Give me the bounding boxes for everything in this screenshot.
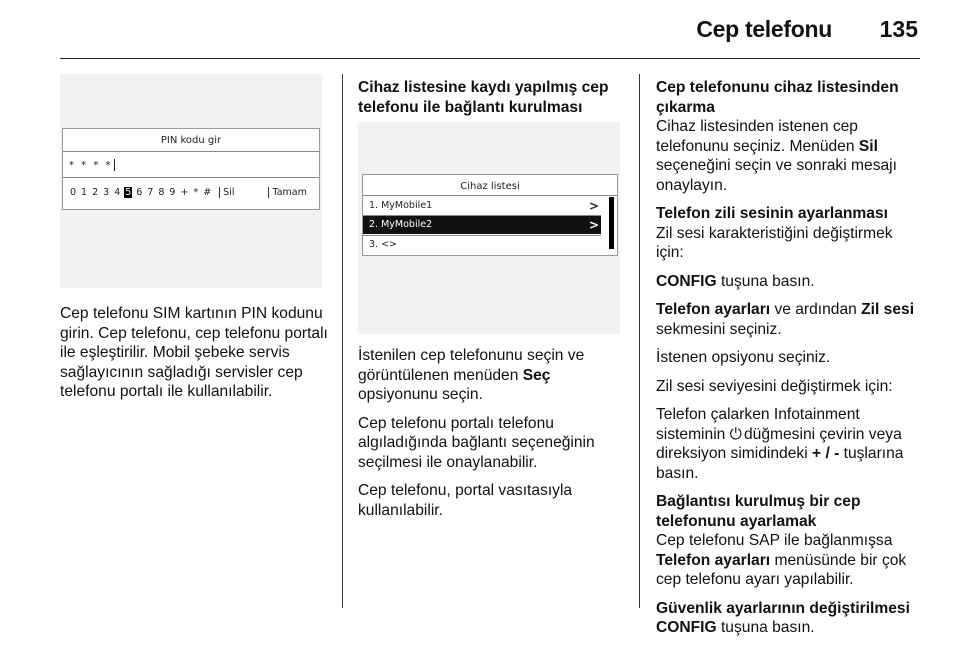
menu-option-telefon-ayarlari: Telefon ayarları	[656, 551, 771, 569]
select-phone-paragraph	[358, 346, 624, 405]
page-header	[0, 0, 960, 60]
column-2-text	[358, 346, 624, 529]
keypad-key[interactable]: 8	[158, 187, 165, 198]
pin-entry-display	[62, 128, 320, 210]
text-run: Cihaz listesinden istenen cep telefonunu seçiniz. Menüden	[656, 118, 859, 155]
section-body	[656, 618, 920, 638]
keypad-key[interactable]: 1	[81, 187, 88, 198]
column-2-heading-block	[358, 78, 620, 117]
text-run: ve ardından	[770, 301, 862, 318]
text-run: Telefon çalarken Infotainment sisteminin	[656, 406, 860, 443]
select-option-step: İstenen opsiyonu seçiniz.	[656, 349, 831, 366]
keypad-key[interactable]: 0	[70, 187, 77, 198]
device-list-item-selected[interactable]	[363, 216, 601, 234]
pin-keypad	[69, 187, 311, 198]
keypad-key[interactable]: 2	[92, 187, 99, 198]
column-divider-2	[639, 74, 640, 608]
text-run: seçeneğini seçin ve sonraki mesajı onaylayın.	[656, 157, 897, 194]
plus-minus-keys-label: + / -	[812, 445, 840, 462]
text-run: menüsünde bir çok cep telefonu ayarı yapılabilir.	[656, 551, 907, 588]
device-list-item-label: 3. <>	[369, 239, 398, 250]
device-list-item[interactable]	[369, 197, 601, 215]
menu-option-zil-sesi: Zil sesi	[861, 301, 915, 318]
keypad-key[interactable]: 3	[103, 187, 110, 198]
device-list-title: Cihaz listesi	[460, 181, 520, 192]
pin-screen-title: PIN kodu gir	[160, 135, 222, 146]
text-run: Cep telefonu SAP ile bağlanmışsa	[656, 532, 893, 549]
column-3-text	[656, 78, 920, 647]
section-security-settings	[656, 599, 920, 638]
menu-option-sec: Seç	[522, 366, 551, 384]
device-list-item[interactable]	[369, 236, 601, 254]
keypad-key[interactable]: 9	[169, 187, 176, 198]
pin-instructions-paragraph: Cep telefonu SIM kartının PIN kodunu girin. Cep telefonu, cep telefonu portalı ile eşleştirilir. Mobil şebeke servis sağlayıcının sağladığı servisler cep telefonu portalı ile kullanılabilir.	[60, 305, 328, 400]
text-run: tuşlarına basın.	[656, 445, 904, 482]
section-heading: Telefon zili sesinin ayarlanması	[656, 205, 888, 222]
pin-entry-screen-image	[60, 74, 322, 288]
device-list-connect-heading: Cihaz listesine kaydı yapılmış cep telefonu ile bağlantı kurulması	[358, 79, 609, 116]
device-list-display	[362, 174, 618, 256]
section-body	[656, 117, 920, 195]
device-list-item-label: 1. MyMobile1	[369, 200, 433, 211]
section-connected-phone-settings	[656, 492, 920, 590]
menu-option-sil: Sil	[858, 137, 878, 155]
chapter-title: Cep telefonu	[696, 16, 832, 42]
section-ringtone	[656, 204, 920, 483]
text-run: İstenilen cep telefonunu seçin ve görüntülenen menüden	[358, 347, 585, 384]
text-run: sekmesini seçiniz.	[656, 320, 782, 338]
section-heading: Cep telefonunu cihaz listesinden çıkarma	[656, 79, 899, 116]
keypad-key[interactable]: 4	[114, 187, 121, 198]
portal-usage-paragraph: Cep telefonu, portal vasıtasıyla kullanılabilir.	[358, 482, 573, 519]
power-knob-icon: ⏻	[729, 425, 743, 443]
menu-option-telefon-ayarlari: Telefon ayarları	[656, 301, 771, 318]
keypad-key[interactable]: 7	[147, 187, 154, 198]
page-number: 135	[879, 16, 918, 42]
ringtone-intro: Zil sesi karakteristiğini değiştirmek için:	[656, 224, 893, 261]
section-heading: Güvenlik ayarlarının değiştirilmesi	[656, 599, 910, 617]
text-run: opsiyonunu seçin.	[358, 386, 483, 403]
pin-input-separator	[63, 177, 319, 178]
device-list-title-separator	[363, 195, 617, 196]
section-body	[656, 531, 920, 590]
keypad-ok-key[interactable]: Tamam	[268, 187, 307, 198]
chevron-right-icon: >	[588, 218, 599, 232]
keypad-key-selected[interactable]: 5	[125, 187, 132, 198]
text-run: tuşuna basın.	[716, 272, 815, 290]
text-cursor	[114, 159, 115, 171]
section-heading: Bağlantısı kurulmuş bir cep telefonunu ayarlamak	[656, 493, 861, 530]
keypad-key[interactable]: *	[193, 187, 199, 198]
volume-step	[656, 405, 920, 483]
device-list-screen-image	[358, 122, 620, 334]
config-key-label: CONFIG	[656, 619, 717, 636]
text-run: tuşuna basın.	[716, 619, 815, 636]
device-list-scrollbar[interactable]	[609, 197, 614, 249]
keypad-delete-key[interactable]: Sil	[219, 187, 235, 198]
pin-title-separator	[63, 151, 319, 152]
config-step	[656, 272, 920, 292]
keypad-key[interactable]: #	[203, 187, 212, 198]
pin-masked-value: * * * *	[69, 160, 113, 171]
text-run: düğmesini çevirin veya direksiyon simidindeki	[656, 425, 902, 462]
chevron-right-icon: >	[588, 199, 599, 213]
device-list-item-label: 2. MyMobile2	[369, 219, 433, 230]
pin-input-field	[69, 159, 115, 171]
config-key-label: CONFIG	[656, 272, 717, 290]
device-row-separator	[363, 215, 601, 216]
column-divider-1	[342, 74, 343, 608]
confirm-connection-paragraph: Cep telefonu portalı telefonu algıladığında bağlantı seçeneğinin seçilmesi ile onaylanabilir.	[358, 414, 595, 471]
header-divider	[60, 58, 920, 59]
keypad-key[interactable]: 6	[136, 187, 143, 198]
column-1-text	[60, 304, 328, 411]
section-remove-phone	[656, 78, 920, 195]
phone-settings-step	[656, 300, 920, 339]
volume-intro: Zil sesi seviyesini değiştirmek için:	[656, 377, 893, 395]
keypad-key[interactable]: +	[180, 187, 189, 198]
